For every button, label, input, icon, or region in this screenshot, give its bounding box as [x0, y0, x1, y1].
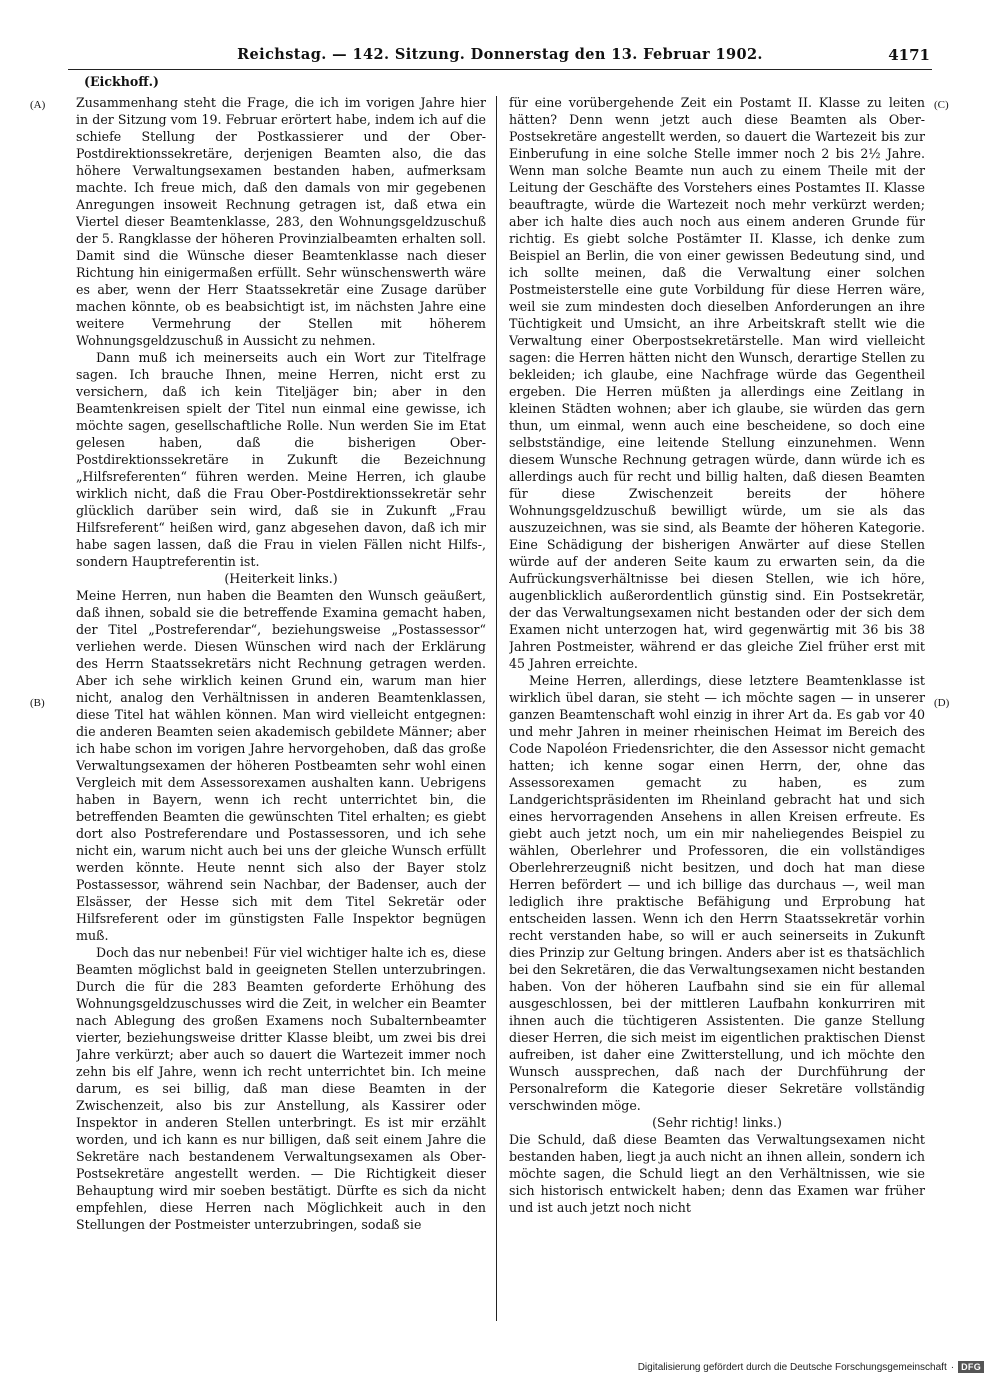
header-title: Reichstag. — 142. Sitzung. Donnerstag den 13. Februar 1902. [237, 46, 763, 63]
speaker-name: (Eickhoff.) [84, 74, 159, 89]
page-header [70, 46, 930, 70]
right-column [509, 94, 925, 1319]
margin-mark-b: (B) [30, 697, 45, 709]
page-number: 4171 [888, 46, 930, 64]
margin-mark-d: (D) [934, 697, 950, 709]
paragraph: Zusammenhang steht die Frage, die ich im vorigen Jahre hier in der Sitzung vom 19. Februar erörtert habe, indem ich auf die schiefe Stellung der Postkassierer und der Ober-Postdirektionssekretäre, derjenigen Beamten also, die das höhere Verwaltungsexamen bestanden haben, aufmerksam machte. Ich freue mich, daß den damals von mir gegebenen Anregungen insoweit Rechnung getragen ist, daß etwa ein Viertel dieser Beamtenklasse, 283, den Wohnungsgeldzuschuß der 5. Rangklasse der höheren Provinzialbeamten erhalten soll. Damit sind die Wünsche dieser Beamtenklasse nach dieser Richtung hin einigermaßen erfüllt. Sehr wünschenswerth wäre es aber, wenn der Herr Staatssekretär eine Zusage darüber machen könnte, ob es beabsichtigt ist, im nächsten Jahre eine weitere Vermehrung der Stellen mit höherem Wohnungsgeldzuschuß in Aussicht zu nehmen. [76, 95, 486, 348]
digitization-footer: Digitalisierung gefördert durch die Deutsche Forschungsgemeinschaft · DFG [638, 1361, 984, 1373]
audience-reaction: (Heiterkeit links.) [224, 571, 338, 586]
paragraph: Doch das nur nebenbei! Für viel wichtiger halte ich es, diese Beamten möglichst bald in geeigneten Stellen unterzubringen. Durch die für die 283 Beamten geforderte Erhöhung des Wohnungsgeldzuschusses wird die Zeit, in welcher ein Beamter nach Ablegung des großen Examens noch Subalternbeamter vierter, beziehungsweise dritter Klasse bleibt, um zwei bis drei Jahre verkürzt; aber auch so dauert die Wartezeit immer noch zehn bis elf Jahre, wenn ich recht unterrichtet bin. Ich meine darum, es sei billig, daß man diese Beamten in der Zwischenzeit, also bis zur Anstellung, als Kassirer oder Inspektor in anderen Stellen unterbringt. Es ist mir erzählt worden, und ich kann es nur billigen, daß seit einem Jahre die Sekretäre nach bestandenem Verwaltungsexamen als Ober-Postsekretäre angestellt werden. — Die Richtigkeit dieser Behauptung wird mir soeben bestätigt. Dürfte es sich da nicht empfehlen, diese Herren nach Möglichkeit auch in den Stellungen der Postmeister unterzubringen, sodaß sie [76, 945, 486, 1232]
audience-reaction: (Sehr richtig! links.) [652, 1115, 782, 1130]
left-column [76, 94, 486, 1319]
header-rule [68, 69, 932, 70]
paragraph: Meine Herren, allerdings, diese letztere Beamtenklasse ist wirklich übel daran, sie steht — ich möchte sagen — in unserer ganzen Beamtenschaft wohl einzig in ihrer Art da. Es gab vor 40 und mehr Jahren in meiner rheinischen Heimat im Bereich des Code Napoléon Friedensrichter, die den Assessor nicht gemacht hatten; ich kenne sogar einen Herrn, der, ohne das Assessorexamen gemacht zu haben, es zum Landgerichtspräsidenten im Rheinland gebracht hat und sich eines hervorragenden Ansehens in allen Kreisen erfreute. Es giebt auch jetzt noch, um ein mir naheliegendes Beispiel zu wählen, Oberlehrer und Professoren, die ein vollständiges Oberlehrerzeugniß nicht besitzen, und doch hat man diese Herren befördert — und ich billige das durchaus —, weil man lediglich ihre praktische Befähigung und Erprobung hat entscheiden lassen. Wenn ich den Herrn Staatssekretär vorhin recht verstanden habe, so will er auch seinerseits in Zukunft dies Prinzip zur Geltung bringen. Anders aber ist es thatsächlich bei den Sekretären, die das Verwaltungsexamen nicht bestanden haben. Von der höheren Laufbahn sind sie ein für allemal ausgeschlossen, bei der mittleren Laufbahn konkurriren mit ihnen auch die tüchtigeren Assistenten. Die ganze Stellung dieser Herren, die sich meist im eigentlichen praktischen Dienst aufreiben, ist daher eine Zwitterstellung, und ich möchte den Wunsch aussprechen, daß nach der Durchführung der Personalreform die Kategorie dieser Sekretäre vollständig verschwinden möge. [509, 673, 925, 1113]
column-divider [496, 96, 497, 1321]
margin-mark-a: (A) [30, 99, 46, 111]
paragraph: für eine vorübergehende Zeit ein Postamt II. Klasse zu leiten hätten? Denn wenn jetzt auch diese Beamten als Ober-Postsekretäre angestellt werden, so dauert die Wartezeit bis zur Einberufung in eine solche Stelle immer noch 2 bis 2½ Jahre. Wenn man solche Beamte nun auch zu einem Theile mit der Leitung der Geschäfte des Vorstehers eines Postamtes II. Klasse beauftragte, würde die Wartezeit noch mehr verkürzt werden; aber ich halte dies auch noch aus einem anderen Grunde für richtig. Es giebt solche Postämter II. Klasse, ich denke zum Beispiel an Berlin, die von einer gewissen Bedeutung sind, und ich sollte meinen, daß die Verwaltung einer solchen Postmeisterstelle eine gute Vorbildung für diese Herren wäre, weil sie zum mindesten doch dieselben Anforderungen an ihre Tüchtigkeit und Umsicht, an ihre Arbeitskraft stellt wie die Verwaltung einer Oberpostsekretärstelle. Man wird vielleicht sagen: die Herren hätten nicht den Wunsch, derartige Stellen zu bekleiden; ich glaube, eine Nachfrage würde das Gegentheil ergeben. Die Herren müßten ja allerdings eine Zeitlang in kleinen Städten wohnen; aber ich glaube, sie würden das gern thun, um einmal, wenn auch eine bescheidene, so doch eine selbstständige, eine leitende Stellung einzunehmen. Wenn diesem Wunsche Rechnung getragen würde, dann würde ich es allerdings auch für recht und billig halten, daß diesen Beamten für diese Zwischenzeit bereits der höhere Wohnungsgeldzuschuß bewilligt würde, um sie als das auszuzeichnen, was sie sind, als Beamte der höheren Kategorie. Eine Schädigung der bisherigen Anwärter auf diese Stellen würde auf der anderen Seite kaum zu erwarten sein, da die Aufrückungsverhältnisse bei diesen Stellen, wie ich höre, augenblicklich außerordentlich günstig sind. Ein Postsekretär, der das Verwaltungsexamen nicht bestanden oder der sich dem Examen nicht unterzogen hat, wird gegenwärtig mit 36 bis 38 Jahren Postmeister, während er das gleiche Ziel früher erst mit 45 Jahren erreichte. [509, 95, 925, 671]
footer-text: Digitalisierung gefördert durch die Deutsche Forschungsgemeinschaft [637, 1361, 947, 1373]
margin-mark-c: (C) [934, 99, 949, 111]
paragraph: Die Schuld, daß diese Beamten das Verwaltungsexamen nicht bestanden haben, liegt ja auch nicht an ihnen allein, sondern ich möchte sagen, die Schuld liegt an den Verhältnissen, wie sie sich historisch entwickelt haben; denn das Examen war früher und ist auch jetzt noch nicht [509, 1132, 925, 1215]
paragraph: Dann muß ich meinerseits auch ein Wort zur Titelfrage sagen. Ich brauche Ihnen, meine Herren, nicht erst zu versichern, daß ich kein Titeljäger bin; aber in den Beamtenkreisen spielt der Titel nun einmal eine gewisse, ich möchte sagen, gesellschaftliche Rolle. Nun werden Sie im Etat gelesen haben, daß die bisherigen Ober-Postdirektionssekretäre in Zukunft die Bezeichnung „Hilfsreferenten“ führen werden. Meine Herren, ich glaube wirklich nicht, daß die Frau Ober-Postdirektionssekretär sehr glücklich darüber sein wird, daß sie in Zukunft „Frau Hilfsreferent“ heißen wird, ganz abgesehen davon, daß ich mir habe sagen lassen, daß die Frau in vielen Fällen nicht Hilfs-, sondern Hauptreferentin ist. [76, 350, 486, 569]
paragraph: Meine Herren, nun haben die Beamten den Wunsch geäußert, daß ihnen, sobald sie die betreffende Examina gemacht haben, der Titel „Postreferendar“, beziehungsweise „Postassessor“ verliehen werde. Diesen Wünschen wird nach der Erklärung des Herrn Staatssekretärs nicht Rechnung getragen werden. Aber ich sehe wirklich keinen Grund ein, warum man hier nicht, analog den Verhältnissen in anderen Beamtenklassen, diese Titel hat wählen können. Man wird vielleicht entgegnen: die anderen Beamten seien akademisch gebildete Männer; aber ich habe schon im vorigen Jahre hervorgehoben, daß das große Verwaltungsexamen der höheren Postbeamten sehr wohl einen Vergleich mit dem Assessorexamen aushalten kann. Uebrigens haben in Bayern, wenn ich recht unterrichtet bin, die betreffenden Beamten die gewünschten Titel erhalten; es giebt dort also Postreferendare und Postassessoren, und ich sehe nicht ein, warum nicht auch bei uns der gleiche Wunsch erfüllt werden könnte. Heute nennt sich also der Bayer stolz Postassessor, während sein Nachbar, der Badenser, auch der Elsässer, der Hesse sich mit dem Titel Sekretär oder Hilfsreferent oder im günstigsten Falle Inspektor begnügen muß. [76, 588, 486, 943]
dfg-logo-icon: DFG [958, 1361, 984, 1373]
